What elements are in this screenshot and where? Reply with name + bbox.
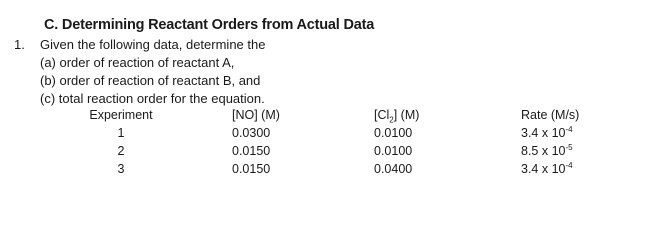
row3-rate-exponent: -4 (565, 160, 573, 170)
header-rate: Rate (M/s) (521, 108, 580, 122)
row1-rate-exponent: -4 (565, 124, 573, 134)
header-experiment: Experiment (89, 108, 153, 122)
question-line-c: (c) total reaction order for the equation. (40, 91, 265, 106)
header-cl2-prefix: [Cl (374, 108, 390, 122)
section-heading: C. Determining Reactant Orders from Actual Data (44, 17, 375, 33)
row3-cl2: 0.0400 (374, 162, 413, 176)
question-number: 1. (14, 37, 25, 52)
header-cl2-subscript: 2 (389, 115, 394, 125)
row3-rate (521, 162, 573, 176)
row2-no: 0.0150 (232, 144, 271, 158)
row3-experiment: 3 (117, 162, 125, 176)
row1-experiment: 1 (117, 126, 125, 140)
row3-no: 0.0150 (232, 162, 271, 176)
row1-cl2: 0.0100 (374, 126, 413, 140)
row3-rate-base: 3.4 x 10 (521, 162, 566, 176)
row2-rate (521, 144, 573, 158)
row1-rate (521, 126, 573, 140)
row2-rate-base: 8.5 x 10 (521, 144, 566, 158)
row2-experiment: 2 (117, 144, 125, 158)
question-line-b: (b) order of reaction of reactant B, and (40, 73, 261, 88)
data-table (0, 108, 648, 183)
row2-cl2: 0.0100 (374, 144, 413, 158)
question-line-a: (a) order of reaction of reactant A, (40, 55, 235, 70)
question-line-intro: Given the following data, determine the (40, 37, 266, 52)
row1-rate-base: 3.4 x 10 (521, 126, 566, 140)
row2-rate-exponent: -5 (565, 142, 573, 152)
row1-no: 0.0300 (232, 126, 271, 140)
header-cl2-suffix: ] (M) (393, 108, 420, 122)
header-cl2 (374, 108, 420, 125)
header-no: [NO] (M) (232, 108, 280, 122)
